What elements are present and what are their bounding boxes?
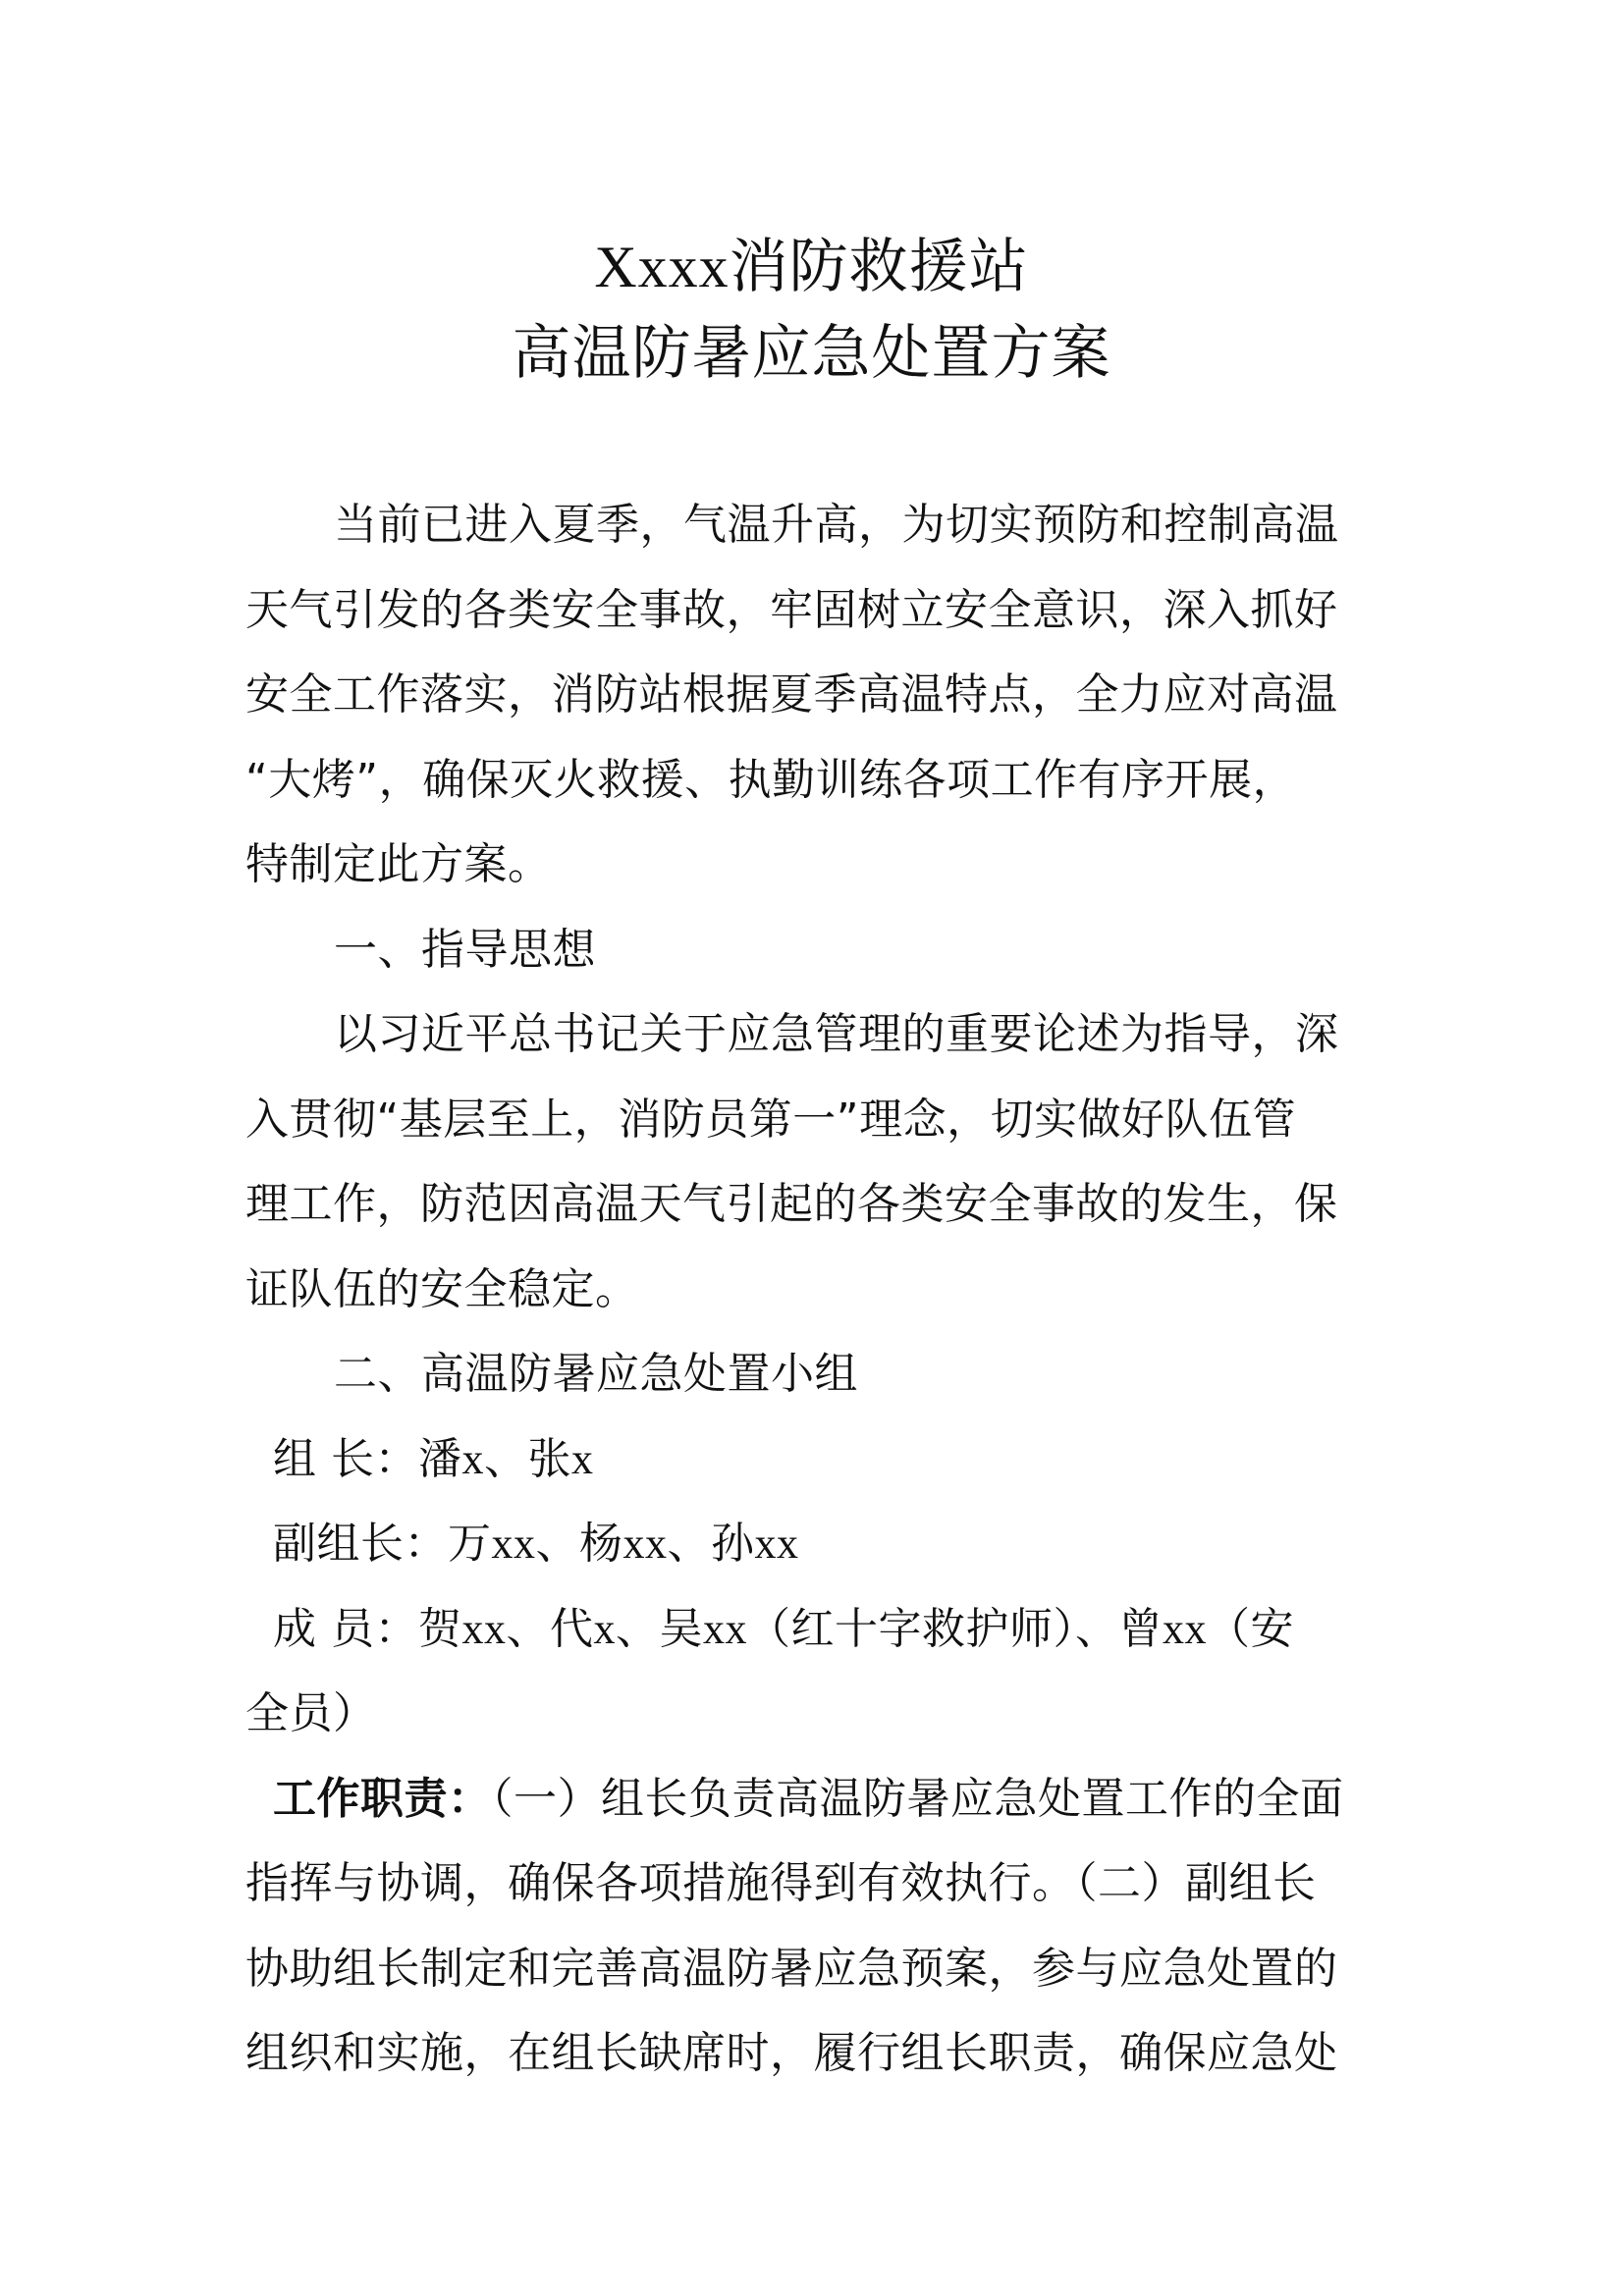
leader-name: 潘 bbox=[418, 1433, 462, 1484]
team-deputies-line bbox=[245, 1502, 1394, 1587]
leader-name: x bbox=[461, 1434, 484, 1483]
duties-first-line bbox=[245, 1757, 1394, 1842]
leader-label: 组 长： bbox=[273, 1433, 418, 1484]
team-members-line bbox=[245, 1587, 1394, 1673]
document-title bbox=[0, 224, 1623, 397]
duties-label: 工作职责： bbox=[273, 1773, 492, 1824]
deputy-name: xx bbox=[754, 1520, 799, 1568]
paragraph-line: 以习近平总书记关于应急管理的重要论述为指导，深 bbox=[334, 1009, 1339, 1059]
deputy-name: 万 bbox=[448, 1519, 492, 1569]
paragraph-line: 入贯彻“基层至上，消防员第一”理念，切实做好队伍管 bbox=[245, 1094, 1297, 1145]
team-members-line-cont: 全员） bbox=[245, 1688, 377, 1738]
member-name: 贺 bbox=[418, 1603, 462, 1654]
member-name: （红十字救护师）、曾 bbox=[747, 1603, 1163, 1654]
title-station-code: Xxxx bbox=[594, 235, 730, 299]
section-heading-guiding-ideology: 一、指导思想 bbox=[334, 924, 596, 975]
paragraph-line: 证队伍的安全稳定。 bbox=[245, 1263, 639, 1314]
duties-line: 协助组长制定和完善高温防暑应急预案，参与应急处置的 bbox=[245, 1943, 1338, 1994]
member-name: （安 bbox=[1207, 1603, 1294, 1654]
deputy-name: 、杨 bbox=[535, 1519, 623, 1569]
paragraph-line: 安全工作落实，消防站根据夏季高温特点，全力应对高温 bbox=[245, 669, 1338, 720]
title-station-name: 消防救援站 bbox=[729, 233, 1029, 301]
paragraph-line: 理工作，防范因高温天气引起的各类安全事故的发生，保 bbox=[245, 1179, 1338, 1229]
member-name: 、吴 bbox=[616, 1603, 703, 1654]
paragraph-line: 特制定此方案。 bbox=[245, 839, 552, 889]
duties-line: 组织和实施，在组长缺席时，履行组长职责，确保应急处 bbox=[245, 2028, 1338, 2078]
member-name: xx bbox=[1163, 1604, 1207, 1653]
member-name: xx bbox=[703, 1604, 747, 1653]
paragraph-line: 天气引发的各类安全事故，牢固树立安全意识，深入抓好 bbox=[245, 584, 1338, 635]
title-line-2: 高温防暑应急处置方案 bbox=[512, 319, 1111, 388]
leader-name: 、张 bbox=[484, 1433, 571, 1484]
section-heading-response-team: 二、高温防暑应急处置小组 bbox=[334, 1349, 858, 1399]
paragraph-line: “大烤”，确保灭火救援、执勤训练各项工作有序开展， bbox=[245, 754, 1297, 805]
title-line-1 bbox=[0, 224, 1623, 310]
deputy-name: 、孙 bbox=[667, 1519, 755, 1569]
deputy-label: 副组长： bbox=[273, 1519, 448, 1569]
member-label: 成 员： bbox=[273, 1603, 418, 1654]
team-leaders-line bbox=[245, 1417, 1394, 1503]
leader-name: x bbox=[571, 1434, 594, 1483]
document-body bbox=[245, 483, 1394, 2097]
deputy-name: xx bbox=[491, 1520, 536, 1568]
deputy-name: xx bbox=[622, 1520, 668, 1568]
member-name: x bbox=[593, 1604, 616, 1653]
member-name: xx bbox=[461, 1604, 507, 1653]
duties-text: （一）组长负责高温防暑应急处置工作的全面 bbox=[491, 1773, 1344, 1824]
member-name: 、代 bbox=[506, 1603, 594, 1654]
duties-line: 指挥与协调，确保各项措施得到有效执行。（二）副组长 bbox=[245, 1858, 1317, 1908]
paragraph-line: 当前已进入夏季，气温升高，为切实预防和控制高温 bbox=[334, 500, 1339, 550]
